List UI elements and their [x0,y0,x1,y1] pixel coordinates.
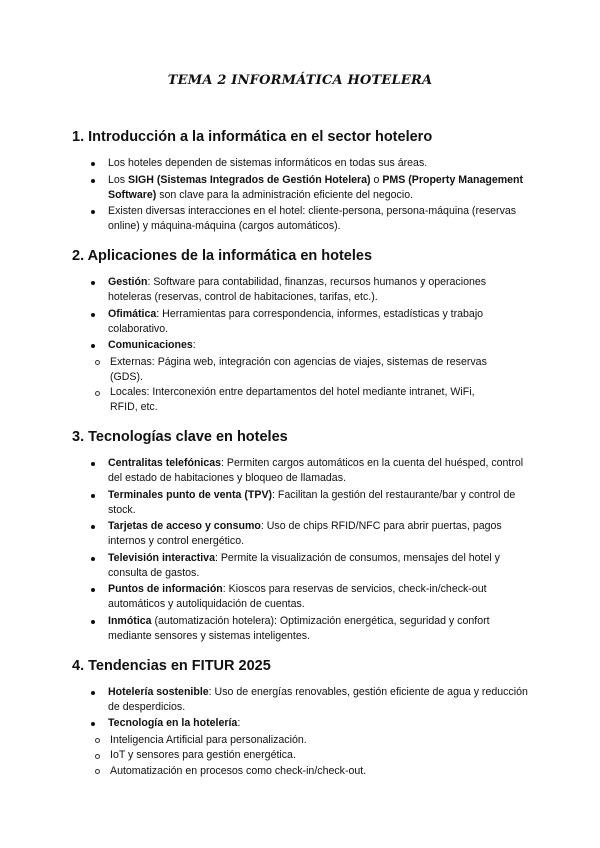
sub-list-item: Automatización en procesos como check-in/check-out. [72,764,495,779]
bold-term: Gestión [108,276,148,288]
list-item [72,551,528,581]
list-item [72,685,528,715]
list-item [72,488,528,518]
document-body [72,128,532,792]
item-text: Los [108,173,129,186]
item-text: : Uso de chips RFID/NFC para abrir puertas, pagos internos y control energético. [108,520,502,547]
bullet-list [72,275,532,415]
list-item [72,275,528,305]
item-text: : [237,717,241,729]
item-text: : Software para contabilidad, finanzas, recursos humanos y operaciones hoteleras (reservas, control de habitaciones, tarifas, etc.). [108,276,487,303]
sub-list-item: Externas: Página web, integración con agencias de viajes, sistemas de reservas (GDS). [72,355,495,385]
bold-term: Tecnología en la hotelería [108,717,238,729]
list-item [72,156,528,171]
list-item [72,307,528,337]
bold-term: Comunicaciones [108,339,193,351]
bold-term: Hotelería sostenible [108,685,209,698]
list-item [72,173,528,203]
bold-term: Televisión interactiva [108,551,215,564]
sub-list-item: IoT y sensores para gestión energética. [72,748,495,763]
bold-term: Centralitas telefónicas [108,457,222,469]
bold-term: Puntos de información [108,583,223,595]
section-heading: 1. Introducción a la informática en el sector hotelero [72,129,433,145]
item-text: : Herramientas para correspondencia, informes, estadísticas y trabajo colaborativo. [108,307,484,335]
bullet-list [72,156,532,234]
item-text: : Kioscos para reservas de servicios, check-in/check-out automáticos y autoliquidación de cuentas. [108,583,487,610]
bold-term: Tarjetas de acceso y consumo [108,520,261,532]
bold-term: SIGH (Sistemas Integrados de Gestión Hotelera) [128,173,371,186]
item-text: : [192,339,196,351]
list-item [72,582,528,612]
item-text: Existen diversas interacciones en el hotel: cliente-persona, persona-máquina (reservas online) y máquina-máquina (cargos automáticos). [108,205,517,232]
section-heading: 4. Tendencias en FITUR 2025 [72,657,271,674]
bold-term: Ofimática [108,307,157,320]
item-text: : Permiten cargos automáticos en la cuenta del huésped, control del estado de habitaciones y bloqueo de llamadas. [108,457,524,484]
list-item [72,716,528,731]
sub-list [72,355,532,416]
item-text: : Permite la visualización de consumos, mensajes del hotel y consulta de gastos. [108,551,500,579]
section-4 [72,657,532,779]
sub-list [72,733,532,779]
bold-term: Inmótica [108,614,152,627]
list-item [72,614,528,644]
list-item [72,338,528,353]
item-text: son clave para la administración eficiente del negocio. [156,188,414,201]
sub-list-item: Inteligencia Artificial para personalización. [72,733,495,748]
bold-term: PMS (Property Management Software) [108,173,524,201]
item-text: o [370,173,383,186]
bold-term: Terminales punto de venta (TPV) [108,488,273,501]
sub-list-item: Locales: Interconexión entre departamentos del hotel mediante intranet, WiFi, RFID, etc. [72,385,495,415]
item-text: Los hoteles dependen de sistemas informáticos en todas sus áreas. [108,157,428,169]
item-text: : Facilitan la gestión del restaurante/bar y control de stock. [108,488,516,516]
section-heading: 2. Aplicaciones de la informática en hoteles [72,248,373,264]
list-item [72,456,528,486]
bullet-list [72,685,532,779]
item-text: (automatización hotelera): Optimización energética, seguridad y confort mediante sensores y sistemas inteligentes. [108,614,490,642]
document-title: TEMA 2 INFORMÁTICA HOTELERA [167,73,433,88]
item-text: : Uso de energías renovables, gestión eficiente de agua y reducción de desperdicios. [108,685,528,713]
list-item [72,519,528,549]
section-1 [72,128,532,234]
section-heading: 3. Tecnologías clave en hoteles [72,429,288,445]
section-2 [72,247,532,415]
bullet-list [72,456,532,644]
section-3 [72,428,532,644]
list-item [72,204,528,234]
